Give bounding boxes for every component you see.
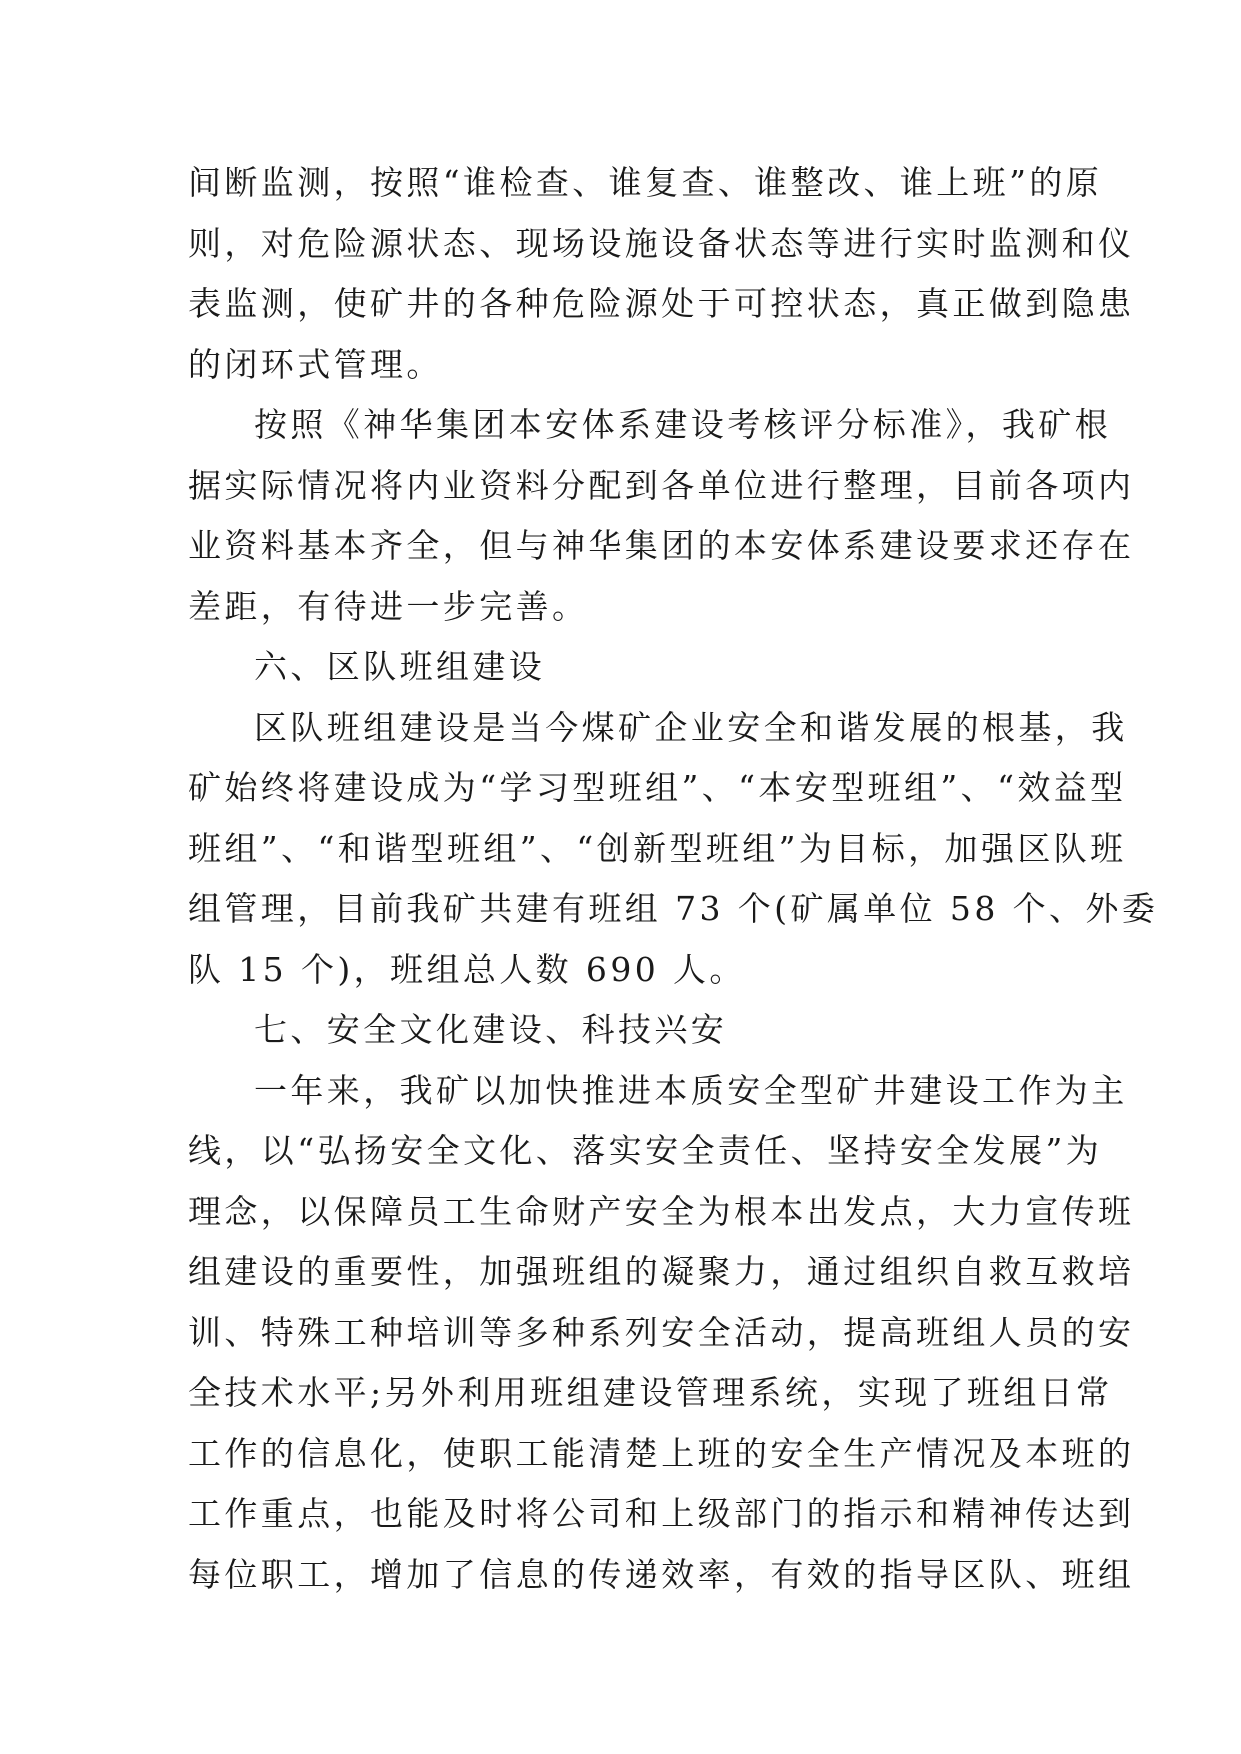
heading-line: 七、安全文化建设、科技兴安 xyxy=(254,1010,728,1049)
text-line: 理念，以保障员工生命财产安全为根本出发点，大力宣传班 xyxy=(188,1191,1135,1231)
text-line: 的闭环式管理。 xyxy=(188,344,443,384)
text-line: 全技术水平;另外利用班组建设管理系统，实现了班组日常 xyxy=(188,1373,1113,1412)
text-line: 组管理，目前我矿共建有班组 73 个(矿属单位 58 个、外委 xyxy=(188,889,1159,928)
paragraph-monitoring-continuation xyxy=(188,153,1135,395)
text-line: 差距，有待进一步完善。 xyxy=(188,586,589,626)
paragraph-scoring-standard xyxy=(188,395,1135,637)
text-line: 线，以“弘扬安全文化、落实安全责任、坚持安全发展”为 xyxy=(188,1131,1103,1170)
text-line: 矿始终将建设成为“学习型班组”、“本安型班组”、“效益型 xyxy=(188,768,1127,807)
text-line: 业资料基本齐全，但与神华集团的本安体系建设要求还存在 xyxy=(188,526,1135,565)
text-line: 区队班组建设是当今煤矿企业安全和谐发展的根基，我 xyxy=(254,707,1128,747)
text-line: 据实际情况将内业资料分配到各单位进行整理，目前各项内 xyxy=(188,465,1135,505)
section-heading-safety-culture xyxy=(188,1000,1050,1061)
document-page xyxy=(188,153,1159,1605)
text-line: 班组”、“和谐型班组”、“创新型班组”为目标，加强区队班 xyxy=(188,828,1127,868)
text-line: 队 15 个)，班组总人数 690 人。 xyxy=(188,949,746,989)
section-heading-team-building xyxy=(188,637,1050,698)
text-line: 则，对危险源状态、现场设施设备状态等进行实时监测和仪 xyxy=(188,223,1135,263)
text-line: 间断监测，按照“谁检查、谁复查、谁整改、谁上班”的原 xyxy=(188,163,1103,202)
text-line: 表监测，使矿井的各种危险源处于可控状态，真正做到隐患 xyxy=(188,284,1135,323)
text-line: 训、特殊工种培训等多种系列安全活动，提高班组人员的安 xyxy=(188,1312,1135,1352)
text-line: 工作的信息化，使职工能清楚上班的安全生产情况及本班的 xyxy=(188,1433,1135,1473)
text-line: 按照《神华集团本安体系建设考核评分标准》，我矿根 xyxy=(254,405,1112,444)
text-line: 每位职工，增加了信息的传递效率，有效的指导区队、班组 xyxy=(188,1554,1135,1594)
paragraph-safety-culture xyxy=(188,1061,1135,1606)
heading-line: 六、区队班组建设 xyxy=(254,647,546,686)
text-line: 一年来，我矿以加快推进本质安全型矿井建设工作为主 xyxy=(254,1070,1128,1110)
text-line: 工作重点，也能及时将公司和上级部门的指示和精神传达到 xyxy=(188,1494,1135,1533)
paragraph-team-building xyxy=(188,698,1159,1001)
text-line: 组建设的重要性，加强班组的凝聚力，通过组织自救互救培 xyxy=(188,1252,1135,1291)
